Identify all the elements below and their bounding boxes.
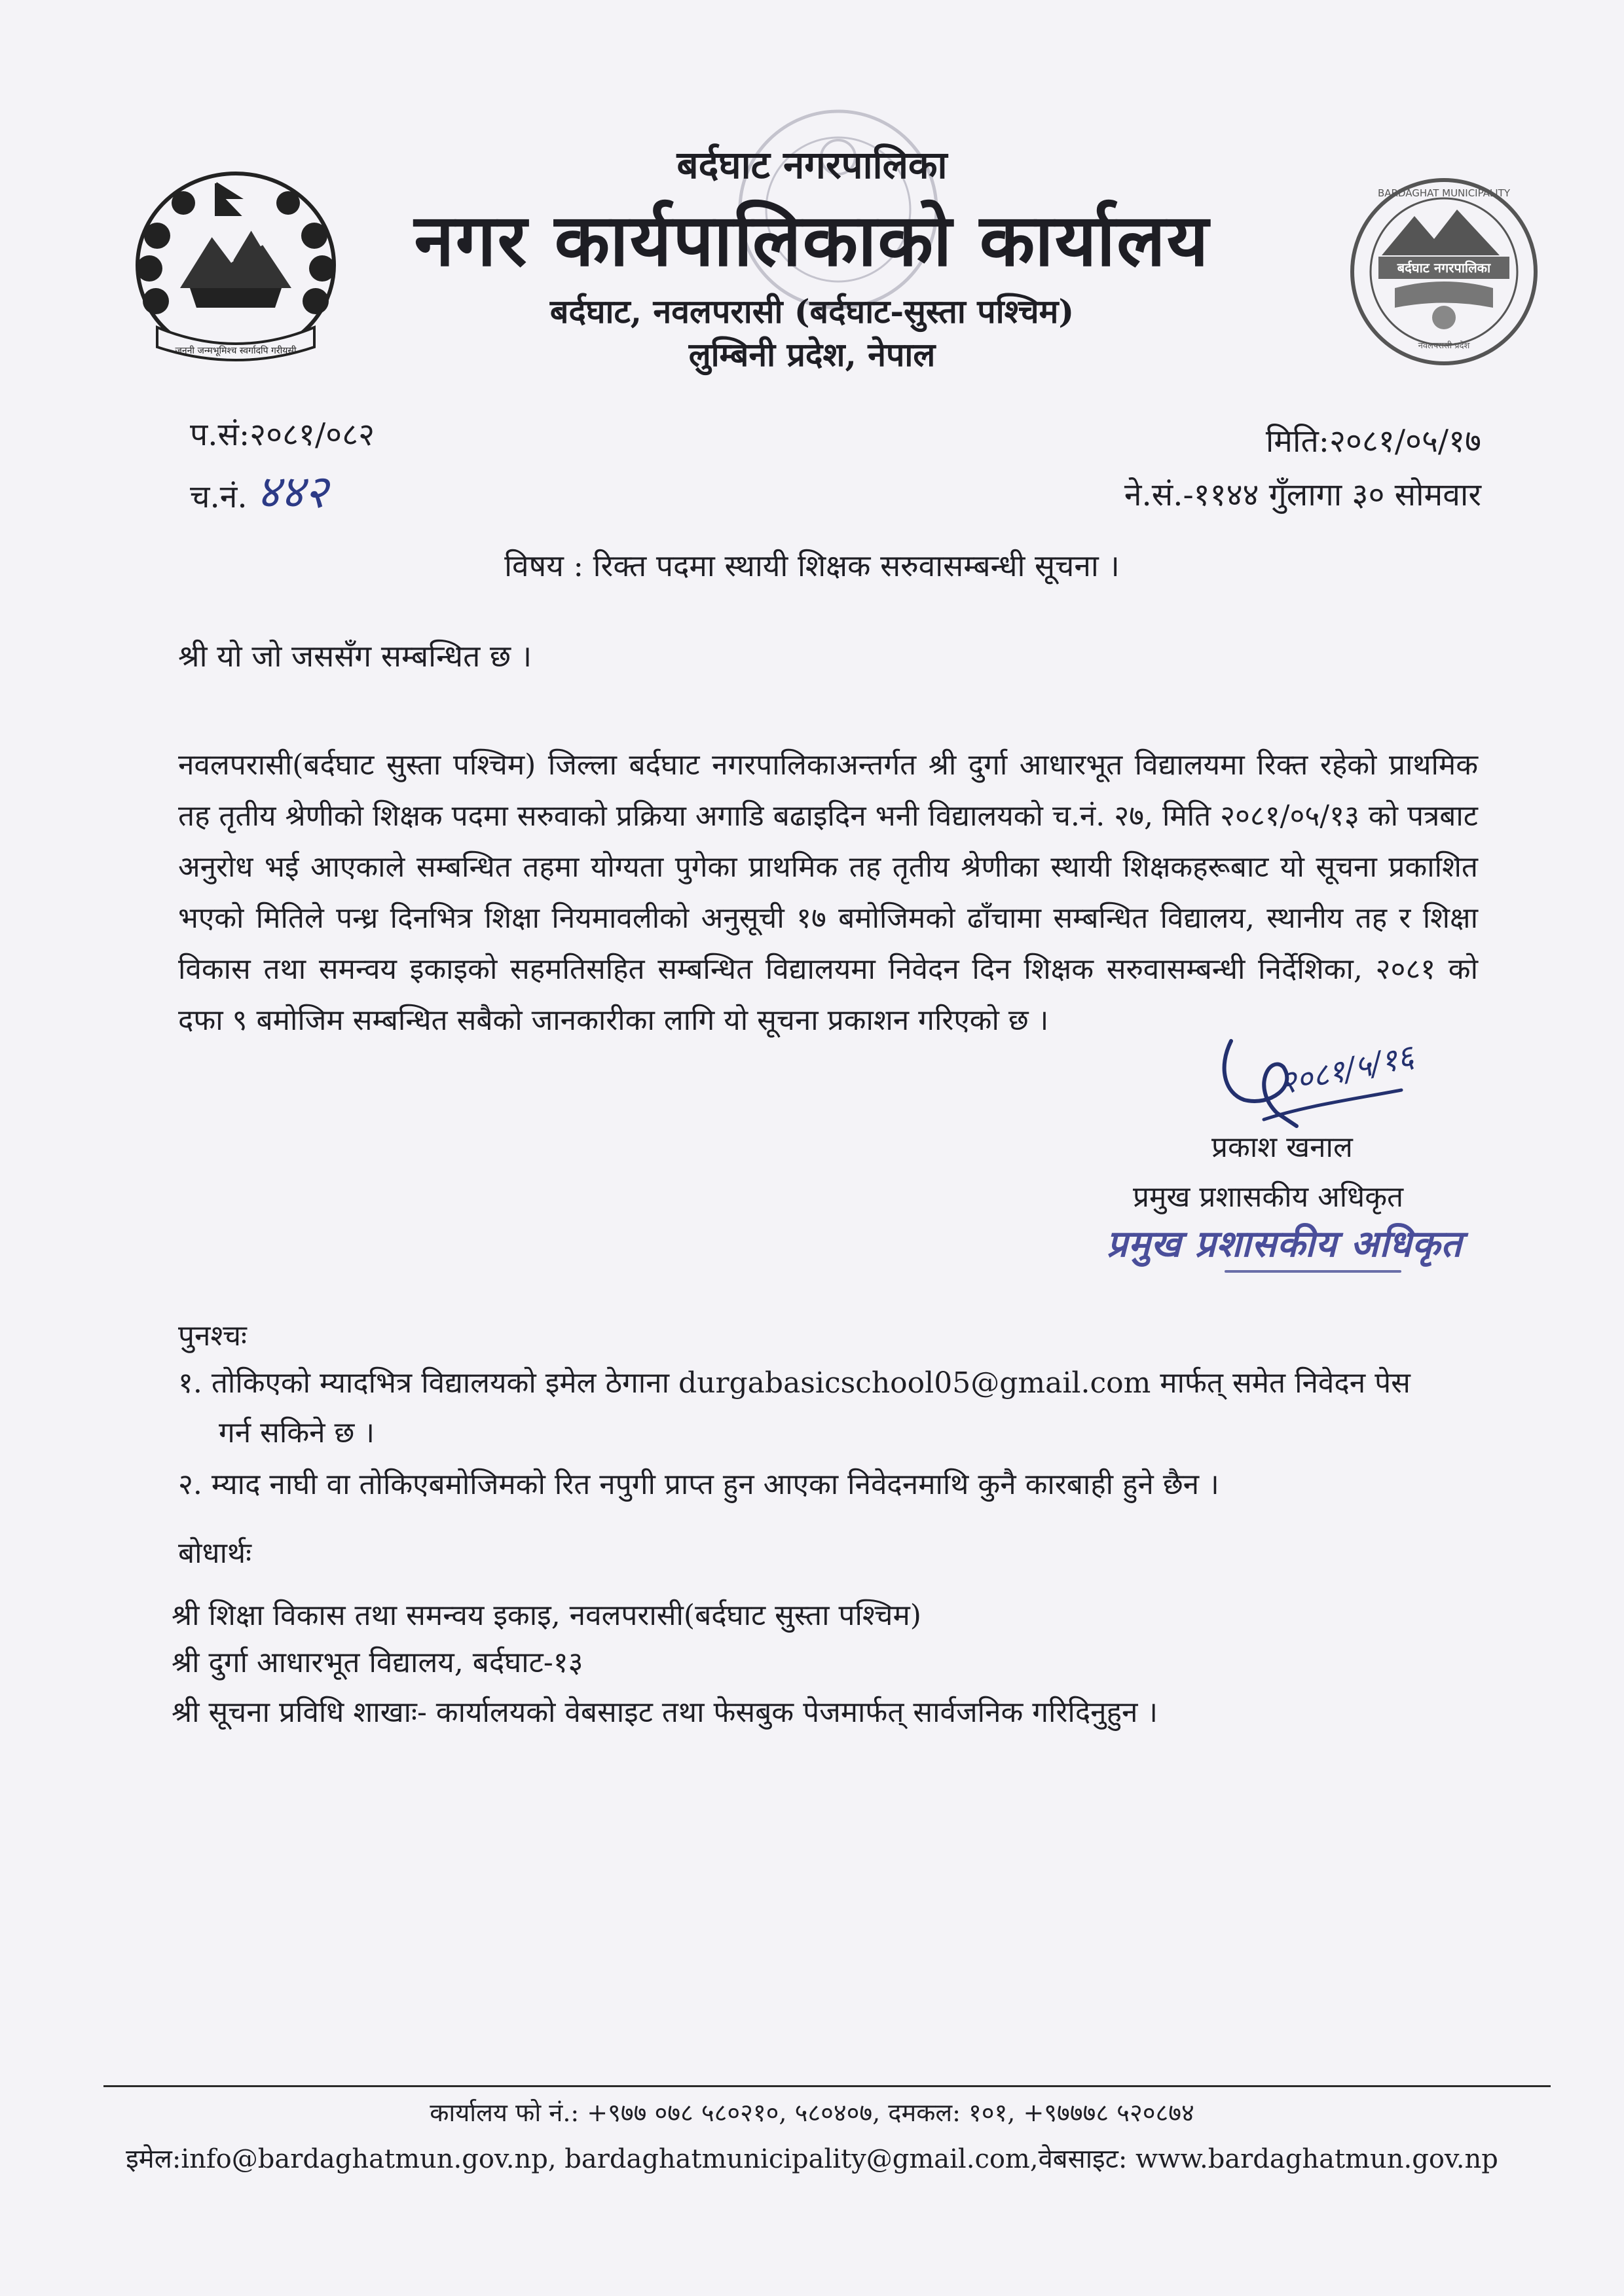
letter-subject: विषय : रिक्त पदमा स्थायी शिक्षक सरुवासम्बन्धी सूचना । [504,548,1120,583]
notice-body: नवलपरासी(बर्दघाट सुस्ता पश्चिम) जिल्ला बर्दघाट नगरपालिकाअन्तर्गत श्री दुर्गा आधारभूत विद्यालयमा रिक्त रहेको प्राथमिक तह तृतीय श्रेणीको शिक्षक पदमा सरुवाको प्रक्रिया अगाडि बढाइदिन भनी विद्यालयको च.नं. २७, मिति २०८१/०५/१३ को पत्रबाट अनुरोध भई आएकाले सम्बन्धित तहमा योग्यता पुगेका प्राथमिक तह तृतीय श्रेणीका स्थायी शिक्षकहरूबाट यो सूचना प्रकाशित भएको मितिले पन्ध्र दिनभित्र शिक्षा नियमावलीको अनुसूची १७ बमोजिमको ढाँचामा सम्बन्धित विद्यालय, स्थानीय तह र शिक्षा विकास तथा समन्वय इकाइको सहमतिसहित सम्बन्धित विद्यालयमा निवेदन दिन शिक्षक सरुवासम्बन्धी निर्देशिका, २०८१ को दफा ९ बमोजिम सम्बन्धित सबैको जानकारीका लागि यो सूचना प्रकाशन गरिएको छ । [178,748,1478,1037]
logo-ring-text: BARDAGHAT MUNICIPALITY [1377,187,1511,199]
footer-contacts: इमेल:info@bardaghatmun.gov.np, bardaghatmunicipality@gmail.com,वेबसाइट: www.bardaghatmun.gov.np [126,2144,1498,2174]
office-province: लुम्बिनी प्रदेश, नेपाल [688,335,936,374]
dispatch-label: च.नं. [190,479,248,515]
signer-name: प्रकाश खनाल [1211,1131,1353,1164]
designation-stamp: प्रमुख प्रशासकीय अधिकृत [1107,1222,1463,1266]
logo-sub-text: नवलपरासी प्रदेश [1418,341,1470,351]
stamp-underline [1225,1270,1401,1273]
postscript-item-2: २. म्याद नाघी वा तोकिएबमोजिमको रित नपुगी प्राप्त हुन आएका निवेदनमाथि कुनै कारबाही हुने छैन । [178,1468,1219,1501]
cc-heading: बोधार्थः [178,1537,251,1570]
letter-date: मिति:२०८१/०५/१७ [1265,423,1481,460]
signature-date: २०८१/५/१६ [1276,1038,1417,1102]
logo-center-text: बर्दघाट नगरपालिका [1397,260,1491,276]
footer-phone-numbers: कार्यालय फो नं.: +९७७ ०७८ ५८०२१०, ५८०४०७, दमकल: १०१, +९७७७८ ५२०८७४ [430,2098,1194,2127]
emblem-motto: जननी जन्मभूमिश्च स्वर्गादपि गरीयसी [175,346,297,356]
cc-recipient: श्री सूचना प्रविधि शाखाः- कार्यालयको वेबसाइट तथा फेसबुक पेजमार्फत् सार्वजनिक गरिदिनुहुन । [172,1696,1158,1729]
office-address: बर्दघाट, नवलपरासी (बर्दघाट-सुस्ता पश्चिम) [549,292,1075,331]
postscript-item-1-line-2: गर्न सकिने छ । [219,1416,375,1449]
postscript-item-1 [178,1358,1478,1458]
cc-recipient: श्री दुर्गा आधारभूत विद्यालय, बर्दघाट-१३ [172,1646,583,1679]
dispatch-number [190,458,328,521]
postscript-heading: पुनश्चः [178,1319,247,1353]
nepal-sambat-date: ने.सं.-११४४ गुँलागा ३० सोमवार [1124,477,1481,513]
municipality-name: बर्दघाट नगरपालिका [676,143,948,187]
dispatch-number-handwritten: ४४२ [256,465,328,519]
cc-recipient: श्री शिक्षा विकास तथा समन्वय इकाइ, नवलपरासी(बर्दघाट सुस्ता पश्चिम) [172,1599,921,1632]
footer-divider [103,2085,1551,2087]
signer-designation: प्रमुख प्रशासकीय अधिकृत [1133,1180,1404,1214]
letter-reference-number: प.सं:२०८१/०८२ [190,416,375,453]
handwritten-signature [1205,1028,1454,1139]
postscript-item-1-line-1: १. तोकिएको म्यादभित्र विद्यालयको इमेल ठेगाना durgabasicschool05@gmail.com मार्फत् समेत निवेदन पेस [178,1366,1411,1400]
salutation: श्री यो जो जससँग सम्बन्धित छ । [178,638,532,674]
office-title: नगर कार्यपालिकाको कार्यालय [414,198,1210,282]
